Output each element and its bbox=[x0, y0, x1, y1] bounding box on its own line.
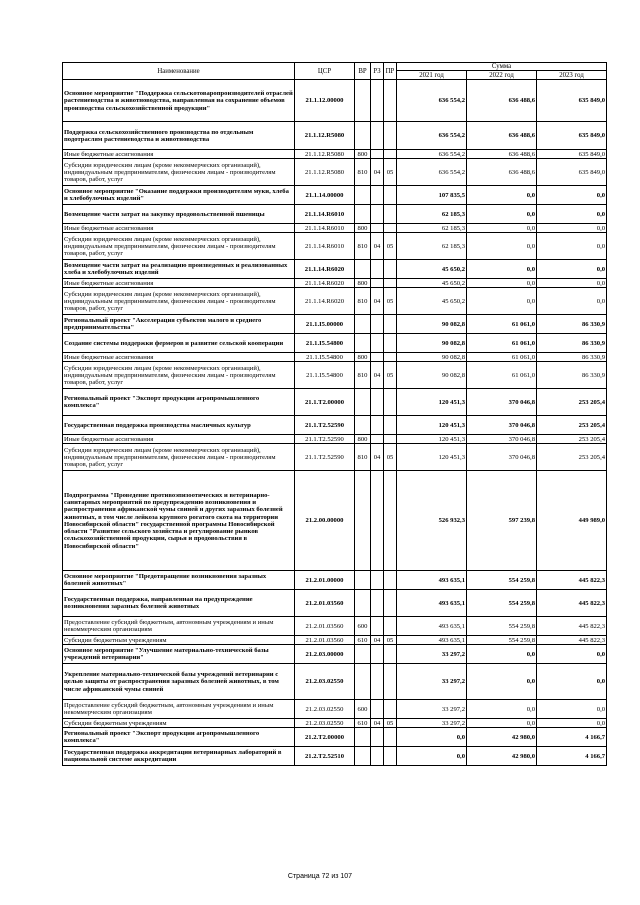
cell-2022: 554 259,8 bbox=[467, 590, 537, 617]
cell-csr: 21.1.T2.52590 bbox=[295, 435, 355, 444]
cell-csr: 21.1.I5.54800 bbox=[295, 334, 355, 353]
cell-2021: 120 451,3 bbox=[397, 416, 467, 435]
cell-2022: 61 061,0 bbox=[467, 315, 537, 334]
cell-name: Региональный проект "Экспорт продукции агропромышленного комплекса" bbox=[63, 728, 295, 747]
cell-csr: 21.1.12.R5080 bbox=[295, 150, 355, 159]
cell-2021: 33 297,2 bbox=[397, 645, 467, 664]
table-row bbox=[63, 719, 607, 728]
cell-name: Субсидии бюджетным учреждениям bbox=[63, 719, 295, 728]
cell-2021: 90 082,8 bbox=[397, 315, 467, 334]
cell-2022: 0,0 bbox=[467, 719, 537, 728]
cell-vr: 810 bbox=[355, 444, 371, 471]
cell-2021: 33 297,2 bbox=[397, 719, 467, 728]
table-row bbox=[63, 80, 607, 122]
header-year-2023: 2023 год bbox=[537, 71, 607, 80]
cell-pr bbox=[384, 122, 397, 150]
cell-vr: 600 bbox=[355, 700, 371, 719]
table-row bbox=[63, 617, 607, 636]
cell-vr bbox=[355, 260, 371, 279]
cell-pr bbox=[384, 645, 397, 664]
cell-2022: 0,0 bbox=[467, 288, 537, 315]
table-row bbox=[63, 389, 607, 416]
cell-2022: 554 259,8 bbox=[467, 617, 537, 636]
table-body bbox=[63, 80, 607, 766]
cell-rz: 04 bbox=[371, 288, 384, 315]
cell-name: Предоставление субсидий бюджетным, автономным учреждениям и иным некоммерческим организациям bbox=[63, 700, 295, 719]
cell-2021: 62 185,3 bbox=[397, 233, 467, 260]
cell-vr: 800 bbox=[355, 224, 371, 233]
cell-name: Основное мероприятие "Оказание поддержки производителям муки, хлеба и хлебобулочных изделий" bbox=[63, 186, 295, 205]
cell-2023: 253 205,4 bbox=[537, 416, 607, 435]
cell-2022: 370 046,8 bbox=[467, 435, 537, 444]
cell-rz bbox=[371, 571, 384, 590]
cell-csr: 21.2.01.00000 bbox=[295, 571, 355, 590]
cell-name: Субсидии юридическим лицам (кроме некоммерческих организаций), индивидуальным предпринимателям, физическим лицам - производителям товаров, работ, услуг bbox=[63, 233, 295, 260]
cell-vr bbox=[355, 186, 371, 205]
cell-name: Иные бюджетные ассигнования bbox=[63, 353, 295, 362]
cell-vr bbox=[355, 389, 371, 416]
cell-vr bbox=[355, 571, 371, 590]
cell-pr bbox=[384, 150, 397, 159]
cell-vr: 800 bbox=[355, 150, 371, 159]
cell-2023: 445 822,3 bbox=[537, 617, 607, 636]
header-pr: ПР bbox=[384, 63, 397, 80]
cell-2021: 62 185,3 bbox=[397, 224, 467, 233]
cell-name: Возмещение части затрат на закупку продовольственной пшеницы bbox=[63, 205, 295, 224]
cell-csr: 21.2.T2.52510 bbox=[295, 747, 355, 766]
cell-csr: 21.2.01.03560 bbox=[295, 617, 355, 636]
cell-rz bbox=[371, 664, 384, 700]
cell-2021: 90 082,8 bbox=[397, 353, 467, 362]
cell-2023: 253 205,4 bbox=[537, 444, 607, 471]
cell-2022: 0,0 bbox=[467, 224, 537, 233]
cell-2021: 45 650,2 bbox=[397, 279, 467, 288]
table-row bbox=[63, 435, 607, 444]
cell-rz bbox=[371, 334, 384, 353]
cell-pr bbox=[384, 747, 397, 766]
cell-2023: 0,0 bbox=[537, 664, 607, 700]
cell-rz bbox=[371, 224, 384, 233]
cell-name: Субсидии юридическим лицам (кроме некоммерческих организаций), индивидуальным предпринимателям, физическим лицам - производителям товаров, работ, услуг bbox=[63, 288, 295, 315]
cell-2023: 0,0 bbox=[537, 700, 607, 719]
cell-2022: 636 488,6 bbox=[467, 122, 537, 150]
header-rz: РЗ bbox=[371, 63, 384, 80]
cell-2021: 90 082,8 bbox=[397, 334, 467, 353]
cell-pr bbox=[384, 728, 397, 747]
cell-pr: 05 bbox=[384, 362, 397, 389]
cell-csr: 21.1.I5.54800 bbox=[295, 362, 355, 389]
cell-csr: 21.2.03.02550 bbox=[295, 700, 355, 719]
cell-2022: 61 061,0 bbox=[467, 353, 537, 362]
cell-2023: 0,0 bbox=[537, 279, 607, 288]
cell-vr: 600 bbox=[355, 617, 371, 636]
cell-csr: 21.1.12.00000 bbox=[295, 80, 355, 122]
table-row bbox=[63, 471, 607, 571]
cell-2023: 86 330,9 bbox=[537, 362, 607, 389]
cell-2021: 0,0 bbox=[397, 728, 467, 747]
cell-2022: 0,0 bbox=[467, 186, 537, 205]
cell-rz bbox=[371, 645, 384, 664]
cell-rz bbox=[371, 617, 384, 636]
cell-vr: 610 bbox=[355, 636, 371, 645]
cell-pr bbox=[384, 617, 397, 636]
cell-rz: 04 bbox=[371, 444, 384, 471]
table-row bbox=[63, 444, 607, 471]
cell-2021: 636 554,2 bbox=[397, 159, 467, 186]
cell-2022: 597 239,8 bbox=[467, 471, 537, 571]
table-row bbox=[63, 315, 607, 334]
cell-2021: 120 451,3 bbox=[397, 444, 467, 471]
cell-2022: 0,0 bbox=[467, 205, 537, 224]
cell-rz bbox=[371, 747, 384, 766]
cell-2021: 62 185,3 bbox=[397, 205, 467, 224]
cell-name: Создание системы поддержки фермеров и развитие сельской кооперации bbox=[63, 334, 295, 353]
table-row bbox=[63, 186, 607, 205]
cell-csr: 21.1.T2.52590 bbox=[295, 444, 355, 471]
table-row bbox=[63, 150, 607, 159]
cell-rz bbox=[371, 389, 384, 416]
table-row bbox=[63, 590, 607, 617]
cell-name: Государственная поддержка аккредитации ветеринарных лабораторий в национальной системе аккредитации bbox=[63, 747, 295, 766]
cell-2021: 90 082,8 bbox=[397, 362, 467, 389]
cell-csr: 21.1.I5.54800 bbox=[295, 353, 355, 362]
cell-2022: 0,0 bbox=[467, 700, 537, 719]
table-row bbox=[63, 334, 607, 353]
cell-2023: 253 205,4 bbox=[537, 389, 607, 416]
cell-csr: 21.1.12.R5080 bbox=[295, 122, 355, 150]
cell-2022: 61 061,0 bbox=[467, 362, 537, 389]
cell-pr bbox=[384, 186, 397, 205]
cell-csr: 21.1.14.R6020 bbox=[295, 279, 355, 288]
cell-csr: 21.1.14.R6010 bbox=[295, 233, 355, 260]
cell-2023: 0,0 bbox=[537, 186, 607, 205]
budget-table bbox=[62, 62, 607, 766]
cell-2022: 370 046,8 bbox=[467, 389, 537, 416]
cell-name: Возмещение части затрат на реализацию произведенных и реализованных хлеба и хлебобулочных изделий bbox=[63, 260, 295, 279]
cell-name: Основное мероприятие "Предотвращение возникновения заразных болезней животных" bbox=[63, 571, 295, 590]
cell-vr bbox=[355, 471, 371, 571]
cell-name: Субсидии юридическим лицам (кроме некоммерческих организаций), индивидуальным предпринимателям, физическим лицам - производителям товаров, работ, услуг bbox=[63, 362, 295, 389]
cell-2023: 445 822,3 bbox=[537, 590, 607, 617]
cell-2023: 4 166,7 bbox=[537, 747, 607, 766]
cell-csr: 21.2.01.03560 bbox=[295, 636, 355, 645]
page-number: Страница 72 из 107 bbox=[287, 873, 353, 880]
cell-2021: 45 650,2 bbox=[397, 260, 467, 279]
cell-2022: 0,0 bbox=[467, 279, 537, 288]
cell-2023: 86 330,9 bbox=[537, 334, 607, 353]
cell-2022: 42 980,0 bbox=[467, 747, 537, 766]
cell-pr bbox=[384, 471, 397, 571]
cell-name: Иные бюджетные ассигнования bbox=[63, 150, 295, 159]
cell-rz bbox=[371, 260, 384, 279]
cell-vr bbox=[355, 728, 371, 747]
cell-csr: 21.2.03.02550 bbox=[295, 719, 355, 728]
cell-pr bbox=[384, 389, 397, 416]
cell-csr: 21.1.14.00000 bbox=[295, 186, 355, 205]
cell-2022: 554 259,8 bbox=[467, 571, 537, 590]
cell-csr: 21.1.14.R6010 bbox=[295, 224, 355, 233]
cell-csr: 21.1.T2.52590 bbox=[295, 416, 355, 435]
header-csr: ЦСР bbox=[295, 63, 355, 80]
cell-2021: 493 635,1 bbox=[397, 571, 467, 590]
cell-2021: 526 932,3 bbox=[397, 471, 467, 571]
cell-rz: 04 bbox=[371, 233, 384, 260]
cell-name: Предоставление субсидий бюджетным, автономным учреждениям и иным некоммерческим организациям bbox=[63, 617, 295, 636]
cell-2021: 493 635,1 bbox=[397, 636, 467, 645]
cell-2023: 635 849,0 bbox=[537, 159, 607, 186]
cell-name: Подпрограмма "Проведение противоэпизоотических и ветеринарно-санитарных мероприятий по предупреждению возникновения и распространения африканской чумы свиней и других заразных болезней животных, в том числе лейкоза крупного рогатого скота на территории Новосибирской области" государственной программы Новосибирской области "Развитие сельского хозяйства и регулирование рынков сельскохозяйственной продукции, сырья и продовольствия в Новосибирской области" bbox=[63, 471, 295, 571]
table-row bbox=[63, 645, 607, 664]
header-vr: ВР bbox=[355, 63, 371, 80]
cell-2023: 0,0 bbox=[537, 288, 607, 315]
cell-2022: 0,0 bbox=[467, 664, 537, 700]
table-row bbox=[63, 279, 607, 288]
cell-2023: 449 989,0 bbox=[537, 471, 607, 571]
cell-pr bbox=[384, 590, 397, 617]
cell-vr bbox=[355, 205, 371, 224]
cell-vr bbox=[355, 664, 371, 700]
cell-pr bbox=[384, 435, 397, 444]
cell-rz bbox=[371, 122, 384, 150]
cell-pr bbox=[384, 353, 397, 362]
table-row bbox=[63, 122, 607, 150]
cell-name: Основное мероприятие "Улучшение материально-технической базы учреждений ветеринарии" bbox=[63, 645, 295, 664]
cell-rz bbox=[371, 416, 384, 435]
header-year-2021: 2021 год bbox=[397, 71, 467, 80]
cell-csr: 21.1.14.R6010 bbox=[295, 205, 355, 224]
cell-rz bbox=[371, 279, 384, 288]
cell-2022: 0,0 bbox=[467, 260, 537, 279]
cell-2021: 120 451,3 bbox=[397, 389, 467, 416]
table-row bbox=[63, 728, 607, 747]
cell-vr bbox=[355, 315, 371, 334]
header-year-2022: 2022 год bbox=[467, 71, 537, 80]
cell-vr: 800 bbox=[355, 353, 371, 362]
cell-2023: 4 166,7 bbox=[537, 728, 607, 747]
cell-2022: 554 259,8 bbox=[467, 636, 537, 645]
cell-csr: 21.1.I5.00000 bbox=[295, 315, 355, 334]
cell-vr bbox=[355, 747, 371, 766]
cell-csr: 21.1.14.R6020 bbox=[295, 260, 355, 279]
cell-2022: 636 488,6 bbox=[467, 150, 537, 159]
cell-pr bbox=[384, 664, 397, 700]
cell-name: Субсидии бюджетным учреждениям bbox=[63, 636, 295, 645]
cell-name: Субсидии юридическим лицам (кроме некоммерческих организаций), индивидуальным предпринимателям, физическим лицам - производителям товаров, работ, услуг bbox=[63, 444, 295, 471]
cell-rz: 04 bbox=[371, 362, 384, 389]
table-row bbox=[63, 571, 607, 590]
cell-vr: 810 bbox=[355, 362, 371, 389]
cell-pr: 05 bbox=[384, 636, 397, 645]
table-row bbox=[63, 636, 607, 645]
cell-csr: 21.2.03.00000 bbox=[295, 645, 355, 664]
cell-2021: 120 451,3 bbox=[397, 435, 467, 444]
cell-rz bbox=[371, 186, 384, 205]
cell-2023: 86 330,9 bbox=[537, 315, 607, 334]
table-row bbox=[63, 233, 607, 260]
cell-2021: 0,0 bbox=[397, 747, 467, 766]
table-row bbox=[63, 205, 607, 224]
table-row bbox=[63, 416, 607, 435]
cell-name: Иные бюджетные ассигнования bbox=[63, 224, 295, 233]
header-sum: Сумма bbox=[397, 63, 607, 71]
cell-2021: 107 835,5 bbox=[397, 186, 467, 205]
table-row bbox=[63, 224, 607, 233]
cell-2022: 42 980,0 bbox=[467, 728, 537, 747]
cell-name: Государственная поддержка, направленная на предупреждение возникновения заразных болезней животных bbox=[63, 590, 295, 617]
cell-2023: 0,0 bbox=[537, 260, 607, 279]
cell-name: Основное мероприятие "Поддержка сельскотоваропроизводителей отраслей растениеводства и животноводства, направленная на сохранение объемов производства сельскохозяйственной продукции" bbox=[63, 80, 295, 122]
cell-csr: 21.1.T2.00000 bbox=[295, 389, 355, 416]
cell-rz bbox=[371, 590, 384, 617]
cell-pr: 05 bbox=[384, 288, 397, 315]
cell-name: Иные бюджетные ассигнования bbox=[63, 279, 295, 288]
cell-rz bbox=[371, 471, 384, 571]
cell-vr bbox=[355, 80, 371, 122]
cell-rz: 04 bbox=[371, 636, 384, 645]
cell-pr bbox=[384, 571, 397, 590]
cell-rz: 04 bbox=[371, 719, 384, 728]
table-row bbox=[63, 353, 607, 362]
cell-rz bbox=[371, 315, 384, 334]
cell-vr: 810 bbox=[355, 288, 371, 315]
cell-csr: 21.1.12.R5080 bbox=[295, 159, 355, 186]
cell-pr bbox=[384, 334, 397, 353]
cell-vr bbox=[355, 645, 371, 664]
cell-2022: 370 046,8 bbox=[467, 444, 537, 471]
cell-rz: 04 bbox=[371, 159, 384, 186]
table-row bbox=[63, 260, 607, 279]
cell-vr bbox=[355, 334, 371, 353]
cell-rz bbox=[371, 150, 384, 159]
cell-vr: 810 bbox=[355, 159, 371, 186]
cell-vr bbox=[355, 416, 371, 435]
cell-pr bbox=[384, 700, 397, 719]
cell-pr bbox=[384, 260, 397, 279]
table-row bbox=[63, 288, 607, 315]
cell-csr: 21.2.T2.00000 bbox=[295, 728, 355, 747]
cell-rz bbox=[371, 435, 384, 444]
cell-2022: 370 046,8 bbox=[467, 416, 537, 435]
cell-pr bbox=[384, 205, 397, 224]
cell-pr: 05 bbox=[384, 719, 397, 728]
cell-2021: 33 297,2 bbox=[397, 700, 467, 719]
cell-2023: 0,0 bbox=[537, 719, 607, 728]
cell-vr: 800 bbox=[355, 435, 371, 444]
cell-pr bbox=[384, 315, 397, 334]
cell-2022: 61 061,0 bbox=[467, 334, 537, 353]
cell-name: Субсидии юридическим лицам (кроме некоммерческих организаций), индивидуальным предпринимателям, физическим лицам - производителям товаров, работ, услуг bbox=[63, 159, 295, 186]
cell-vr: 810 bbox=[355, 233, 371, 260]
cell-rz bbox=[371, 205, 384, 224]
cell-2021: 636 554,2 bbox=[397, 122, 467, 150]
cell-pr: 05 bbox=[384, 159, 397, 186]
cell-rz bbox=[371, 353, 384, 362]
cell-csr: 21.1.14.R6020 bbox=[295, 288, 355, 315]
cell-pr bbox=[384, 416, 397, 435]
header-name: Наименование bbox=[63, 63, 295, 80]
cell-name: Поддержка сельскохозяйственного производства по отдельным подотраслям растениеводства и животноводства bbox=[63, 122, 295, 150]
cell-vr bbox=[355, 122, 371, 150]
cell-2023: 635 849,0 bbox=[537, 80, 607, 122]
cell-2023: 635 849,0 bbox=[537, 150, 607, 159]
cell-pr bbox=[384, 279, 397, 288]
cell-2023: 445 822,3 bbox=[537, 636, 607, 645]
cell-2023: 0,0 bbox=[537, 645, 607, 664]
cell-pr: 05 bbox=[384, 444, 397, 471]
cell-2021: 493 635,1 bbox=[397, 590, 467, 617]
cell-csr: 21.2.00.00000 bbox=[295, 471, 355, 571]
cell-rz bbox=[371, 700, 384, 719]
cell-name: Региональный проект "Акселерация субъектов малого и среднего предпринимательства" bbox=[63, 315, 295, 334]
cell-rz bbox=[371, 80, 384, 122]
cell-2022: 0,0 bbox=[467, 233, 537, 260]
cell-2021: 45 650,2 bbox=[397, 288, 467, 315]
cell-2023: 253 205,4 bbox=[537, 435, 607, 444]
cell-2021: 636 554,2 bbox=[397, 150, 467, 159]
cell-pr bbox=[384, 224, 397, 233]
cell-2022: 0,0 bbox=[467, 645, 537, 664]
cell-name: Иные бюджетные ассигнования bbox=[63, 435, 295, 444]
cell-2021: 493 635,1 bbox=[397, 617, 467, 636]
cell-2021: 33 297,2 bbox=[397, 664, 467, 700]
cell-vr: 800 bbox=[355, 279, 371, 288]
table-row bbox=[63, 747, 607, 766]
cell-rz bbox=[371, 728, 384, 747]
cell-2023: 0,0 bbox=[537, 205, 607, 224]
cell-pr: 05 bbox=[384, 233, 397, 260]
cell-name: Государственная поддержка производства масличных культур bbox=[63, 416, 295, 435]
cell-csr: 21.2.03.02550 bbox=[295, 664, 355, 700]
cell-name: Укрепление материально-технической базы учреждений ветеринарии с целью защиты от распространения заразных болезней животных, в том числе африканской чумы свиней bbox=[63, 664, 295, 700]
cell-2023: 635 849,0 bbox=[537, 122, 607, 150]
cell-2021: 636 554,2 bbox=[397, 80, 467, 122]
cell-vr bbox=[355, 590, 371, 617]
cell-csr: 21.2.01.03560 bbox=[295, 590, 355, 617]
cell-2022: 636 488,6 bbox=[467, 80, 537, 122]
cell-2023: 445 822,3 bbox=[537, 571, 607, 590]
cell-2023: 0,0 bbox=[537, 233, 607, 260]
cell-2023: 86 330,9 bbox=[537, 353, 607, 362]
cell-2022: 636 488,6 bbox=[467, 159, 537, 186]
table-row bbox=[63, 362, 607, 389]
cell-vr: 610 bbox=[355, 719, 371, 728]
table-row bbox=[63, 700, 607, 719]
table-row bbox=[63, 664, 607, 700]
cell-2023: 0,0 bbox=[537, 224, 607, 233]
cell-pr bbox=[384, 80, 397, 122]
cell-name: Региональный проект "Экспорт продукции агропромышленного комплекса" bbox=[63, 389, 295, 416]
table-row bbox=[63, 159, 607, 186]
